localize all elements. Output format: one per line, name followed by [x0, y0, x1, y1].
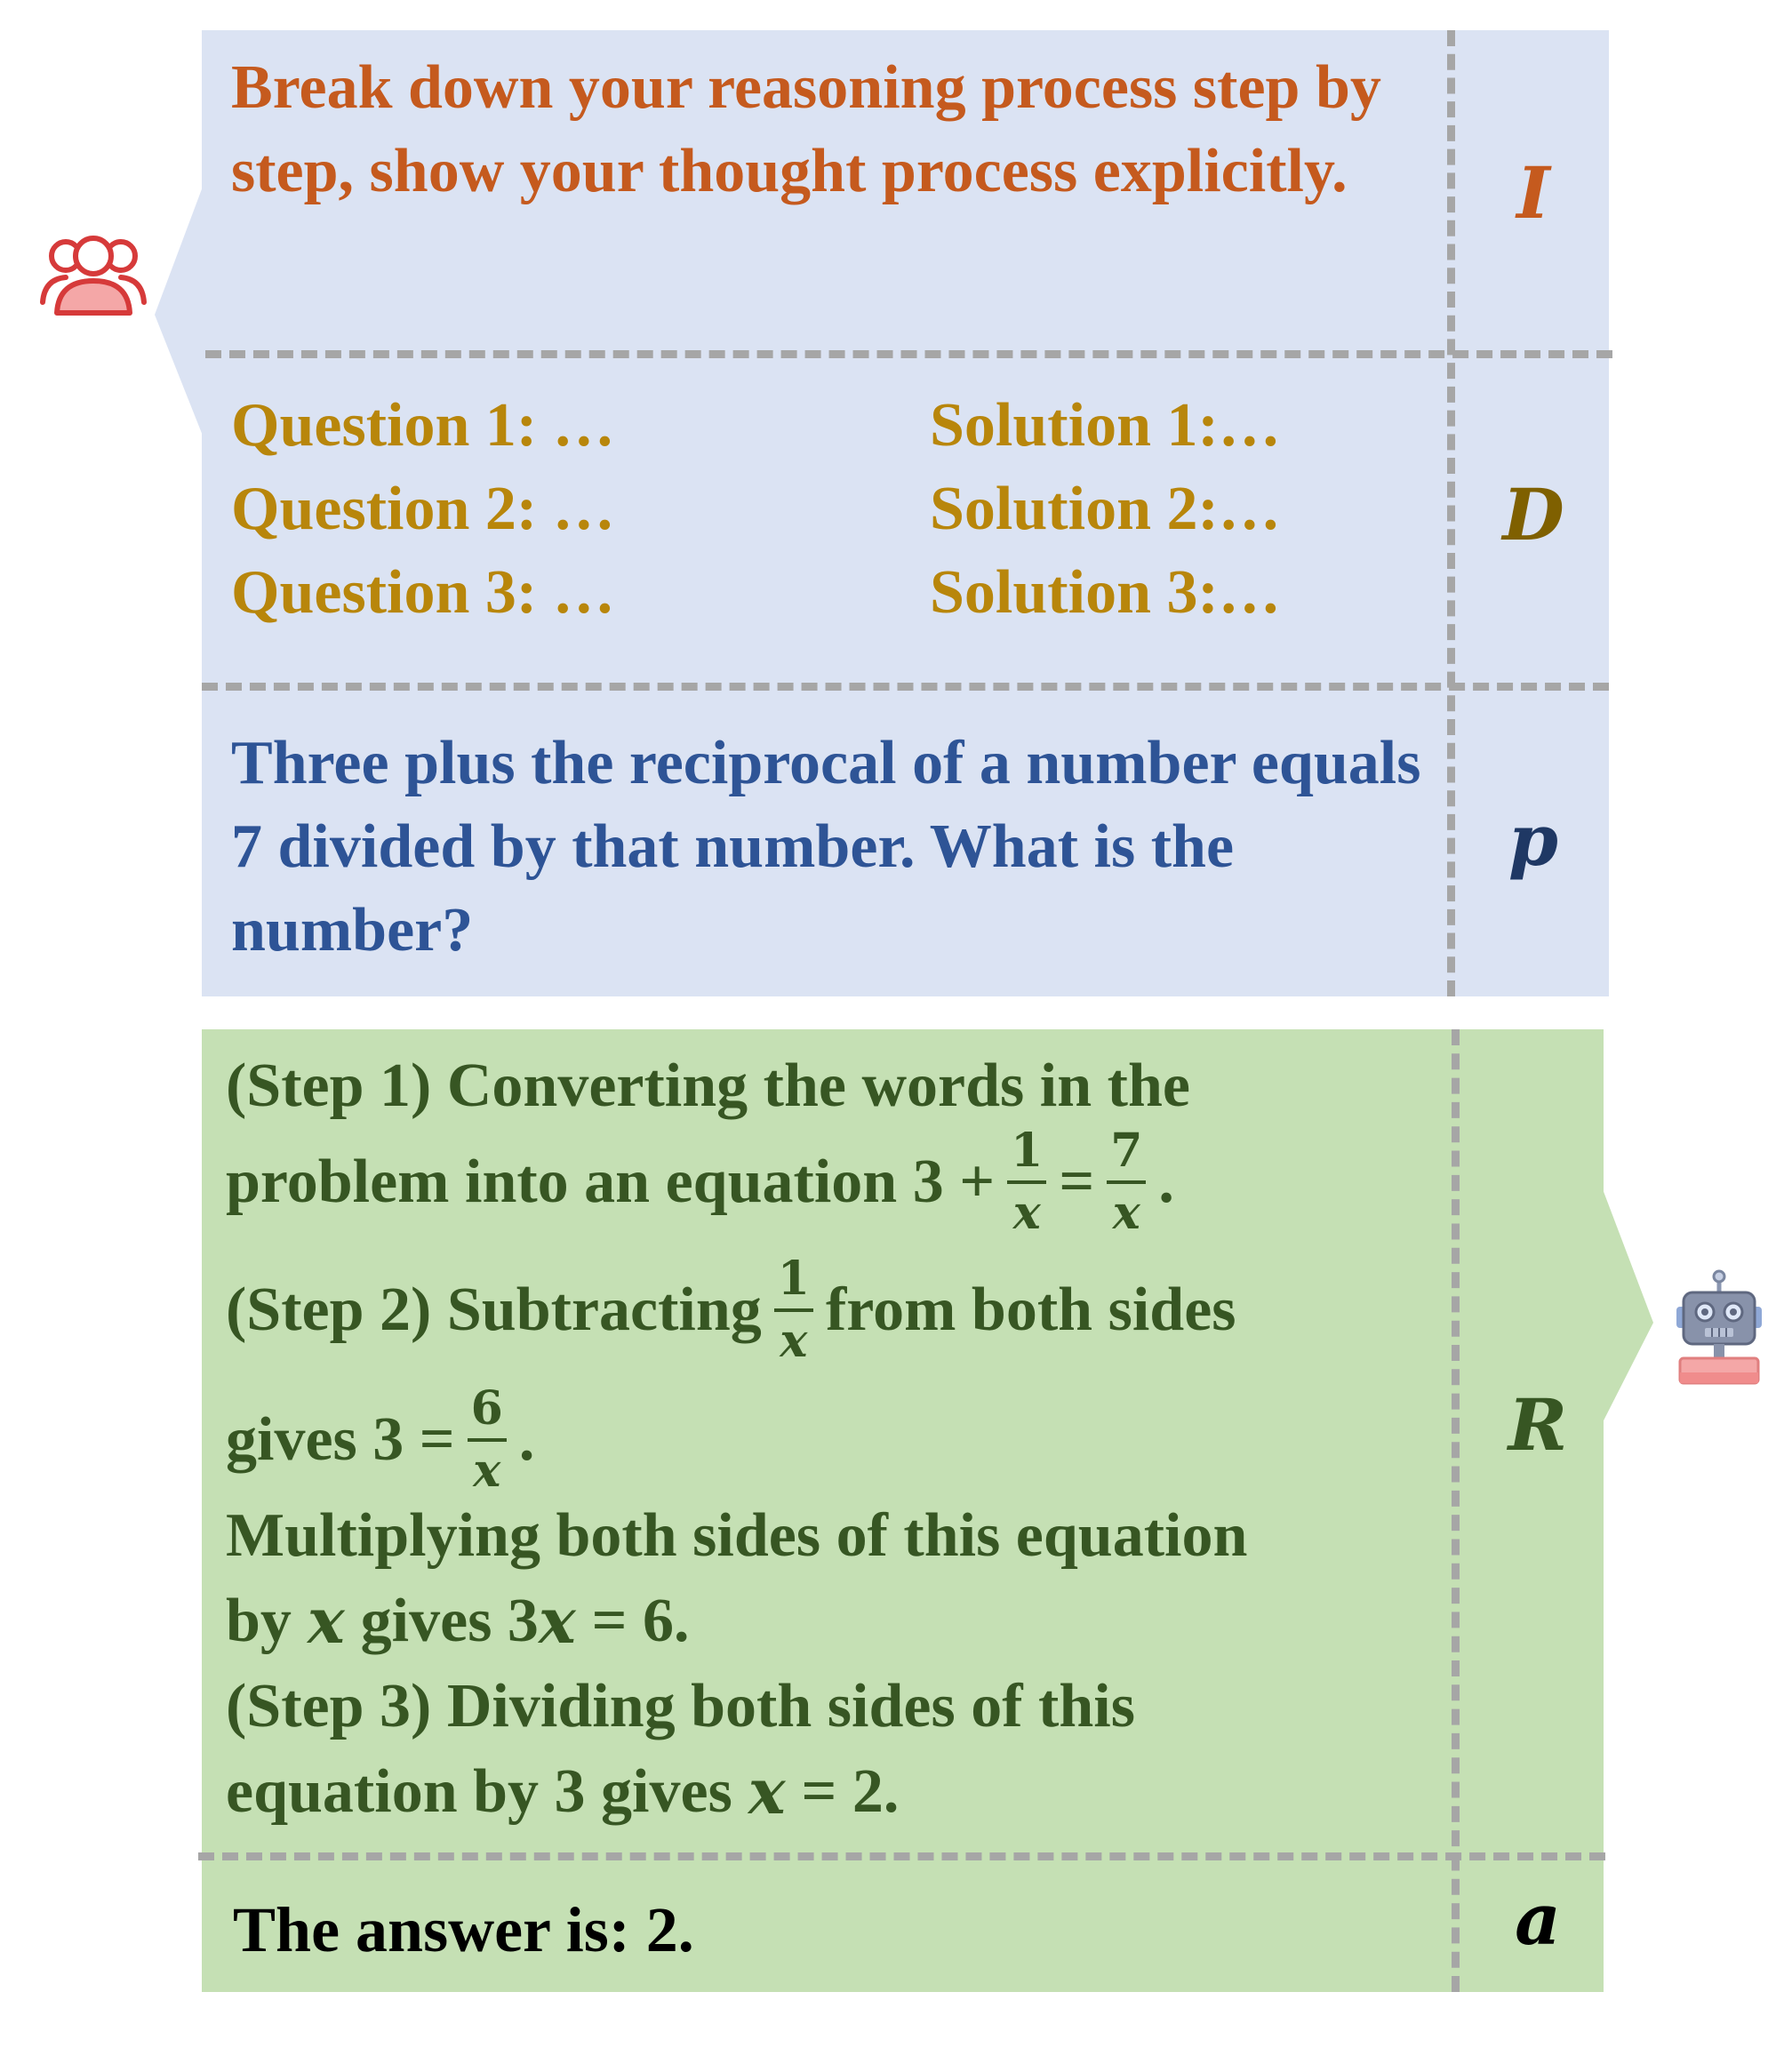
demo-solution-1: Solution 1:…	[930, 391, 1281, 460]
demo-questions	[231, 384, 615, 635]
divider-instruction-demos	[205, 350, 1612, 358]
answer-label: a	[1515, 1877, 1561, 1961]
reasoning-step2-line3: Multiplying both sides of this equation	[226, 1501, 1248, 1570]
prompt-divider-vertical	[1447, 30, 1455, 996]
fraction-1-over-x: $\frac{1}{x}$	[1007, 1124, 1046, 1241]
demo-question-2: Question 2: …	[231, 475, 615, 543]
divider-demos-problem	[202, 683, 1609, 691]
reasoning-step1-line1: (Step 1) Converting the words in the	[226, 1052, 1190, 1120]
reasoning-label: R	[1508, 1383, 1568, 1467]
fraction-7-over-x: $\frac{7}{x}$	[1107, 1124, 1146, 1241]
response-divider-vertical	[1452, 1029, 1460, 1992]
problem-label: p	[1508, 798, 1558, 882]
reasoning-step2-line2: gives 3 = $\frac{6}{x}$ .	[226, 1381, 535, 1498]
demo-question-3: Question 3: …	[231, 558, 615, 627]
demo-solution-3: Solution 3:…	[930, 558, 1281, 627]
instruction-text: Break down your reasoning process step by step, show your thought process explicitly.	[231, 53, 1381, 205]
reasoning-step2-line4: by x gives 3 x = 6.	[226, 1584, 690, 1658]
robot-icon	[1675, 1269, 1764, 1387]
reasoning-step1-line2: problem into an equation 3 + $\frac{1}{x}$ = $\frac{7}{x}$ .	[226, 1124, 1174, 1240]
demo-solutions	[930, 384, 1281, 635]
fraction-6-over-x: $\frac{6}{x}$	[468, 1381, 507, 1499]
fraction-1-over-x: $\frac{1}{x}$	[774, 1252, 813, 1369]
reasoning-step3-line2: equation by 3 gives x = 2.	[226, 1755, 900, 1828]
reasoning-step3-line1: (Step 3) Dividing both sides of this	[226, 1672, 1135, 1740]
users-icon	[36, 229, 151, 318]
answer-text: The answer is: 2.	[233, 1894, 694, 1965]
demonstrations-label: D	[1502, 473, 1564, 556]
demo-solution-2: Solution 2:…	[930, 475, 1281, 543]
demo-question-1: Question 1: …	[231, 391, 615, 460]
instruction-label: I	[1516, 151, 1550, 235]
divider-reasoning-answer	[198, 1852, 1605, 1860]
reasoning-step2-line1: (Step 2) Subtracting $\frac{1}{x}$ from both sides	[226, 1252, 1236, 1368]
problem-text: Three plus the reciprocal of a number equals 7 divided by that number. What is the number?	[231, 729, 1421, 964]
